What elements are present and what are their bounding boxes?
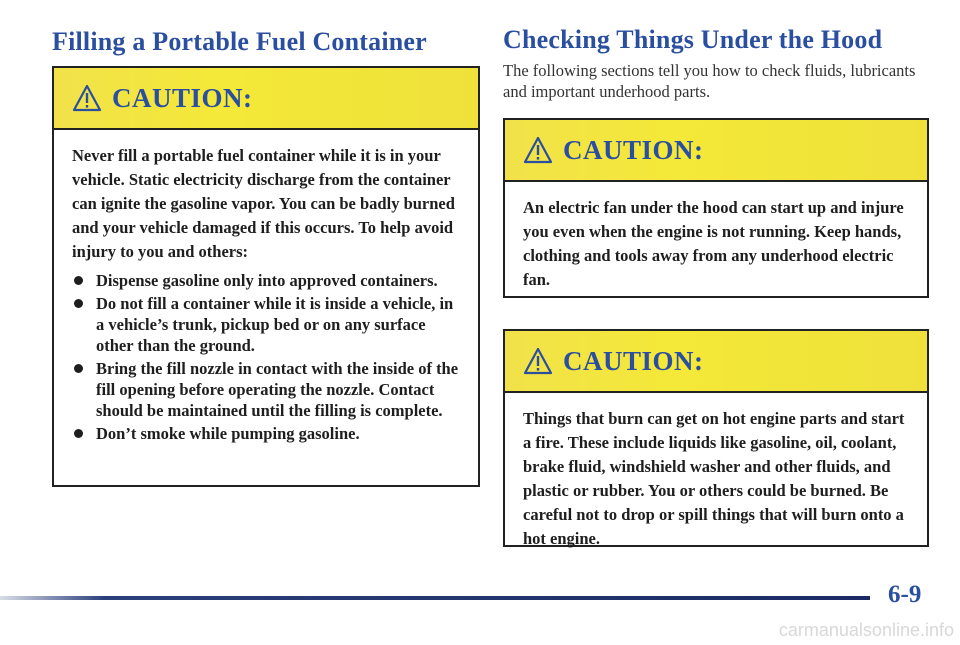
bullet-item: Don’t smoke while pumping gasoline. bbox=[72, 423, 460, 444]
caution-body bbox=[505, 393, 927, 569]
caution-bullet-list bbox=[72, 270, 460, 444]
caution-text: Things that burn can get on hot engine parts and start a fire. These include liquids like gasoline, oil, coolant, brake fluid, windshield washer and other fluids, and plastic or rubber. You or others could be burned. Be careful not to drop or spill things that will burn onto a hot engine. bbox=[523, 409, 905, 548]
bullet-dot-icon bbox=[74, 364, 83, 373]
warning-triangle-icon bbox=[523, 136, 553, 164]
caution-body bbox=[54, 130, 478, 458]
caution-box-hot-engine bbox=[503, 329, 929, 547]
warning-triangle-icon bbox=[523, 347, 553, 375]
bullet-dot-icon bbox=[74, 299, 83, 308]
bullet-dot-icon bbox=[74, 276, 83, 285]
caution-label: CAUTION: bbox=[563, 134, 704, 165]
caution-header bbox=[505, 120, 927, 182]
caution-header bbox=[505, 331, 927, 393]
caution-box-fuel bbox=[52, 66, 480, 487]
caution-text: An electric fan under the hood can start up and injure you even when the engine is not running. Keep hands, clothing and tools away from any underhood electric fan. bbox=[523, 198, 904, 289]
section-title-under-hood: Checking Things Under the Hood bbox=[503, 25, 883, 54]
bullet-item: Bring the fill nozzle in contact with the inside of the fill opening before operating the nozzle. Contact should be maintained until the filling is complete. bbox=[72, 358, 460, 421]
caution-header bbox=[54, 68, 478, 130]
warning-triangle-icon bbox=[72, 84, 102, 112]
caution-label: CAUTION: bbox=[112, 82, 253, 113]
intro-text: The following sections tell you how to check fluids, lubricants and important underhood parts. bbox=[503, 61, 916, 101]
footer-rule bbox=[0, 596, 870, 600]
caution-label: CAUTION: bbox=[563, 345, 704, 376]
section-title-fuel-container: Filling a Portable Fuel Container bbox=[52, 27, 427, 56]
caution-box-electric-fan bbox=[503, 118, 929, 298]
caution-text: Never fill a portable fuel container while it is in your vehicle. Static electricity discharge from the container can ignite the gasoline vapor. You can be badly burned and your vehicle damaged if this occurs. To help avoid injury to you and others: bbox=[72, 146, 455, 261]
page-number: 6-9 bbox=[888, 581, 922, 608]
bullet-item: Dispense gasoline only into approved containers. bbox=[72, 270, 460, 291]
caution-body bbox=[505, 182, 927, 310]
watermark: carmanualsonline.info bbox=[778, 620, 954, 640]
bullet-dot-icon bbox=[74, 429, 83, 438]
bullet-item: Do not fill a container while it is inside a vehicle, in a vehicle’s trunk, pickup bed or on any surface other than the ground. bbox=[72, 293, 460, 356]
